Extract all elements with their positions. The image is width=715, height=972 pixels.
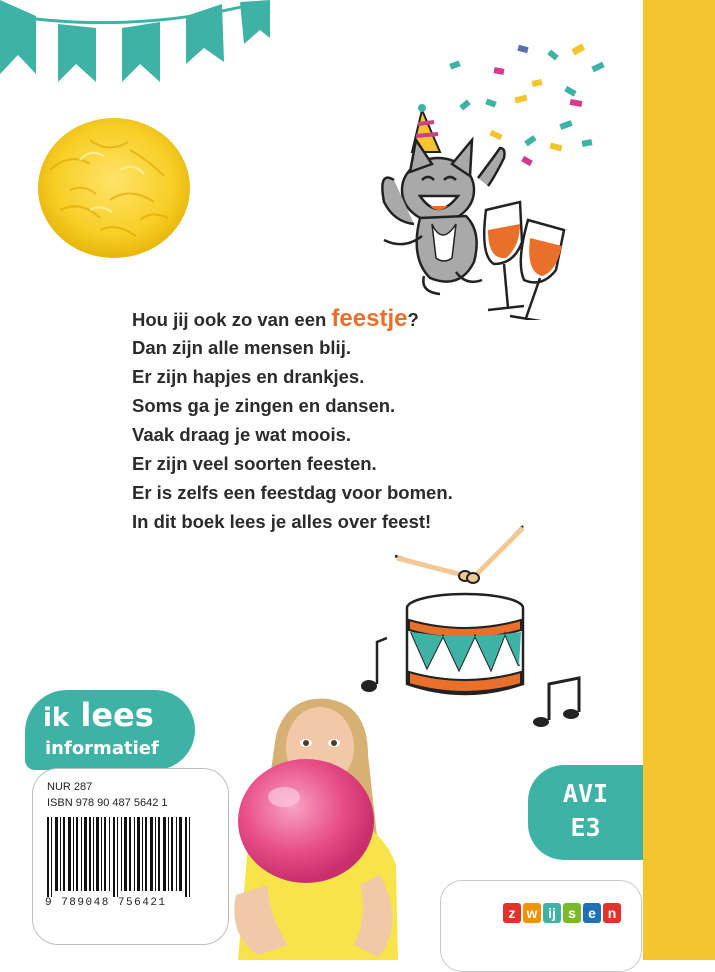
music-note-icon xyxy=(533,678,579,727)
series-logo-ik: ik xyxy=(43,703,70,733)
story-line-1-end: ? xyxy=(407,309,419,330)
avi-level-badge xyxy=(528,765,643,860)
publisher-logo-letter: z xyxy=(503,903,521,923)
yellow-side-strip xyxy=(643,0,715,960)
story-line: Er zijn hapjes en drankjes. xyxy=(132,366,365,387)
story-line xyxy=(132,304,602,333)
series-logo-badge xyxy=(25,690,195,770)
publisher-logo-letter: w xyxy=(523,903,541,923)
nur-code: NUR 287 xyxy=(47,781,93,793)
story-line: Dan zijn alle mensen blij. xyxy=(132,337,351,358)
avi-label: AVI xyxy=(562,779,609,808)
avi-level: E3 xyxy=(570,813,601,842)
party-cat-illustration xyxy=(360,40,620,320)
girl-with-balloon-photo xyxy=(228,695,408,960)
music-note-icon xyxy=(361,638,387,692)
story-line: Soms ga je zingen en dansen. xyxy=(132,395,396,416)
publisher-panel xyxy=(440,880,642,972)
bunting-flags-icon xyxy=(0,0,270,90)
story-line-1-start: Hou jij ook zo van een xyxy=(132,309,332,330)
story-line: Vaak draag je wat moois. xyxy=(132,424,352,445)
paper-pompom-icon xyxy=(30,110,195,265)
publisher-logo-letter: ij xyxy=(543,903,561,923)
story-line: Er is zelfs een feestdag voor bomen. xyxy=(132,482,453,503)
isbn-number: ISBN 978 90 487 5642 1 xyxy=(47,797,168,809)
series-logo-lees: lees xyxy=(80,696,154,734)
story-text xyxy=(132,304,602,536)
publisher-logo-letter: e xyxy=(583,903,601,923)
publisher-logo xyxy=(503,903,621,923)
publisher-logo-letter: s xyxy=(563,903,581,923)
barcode-icon xyxy=(47,817,197,897)
series-logo-informatief: informatief xyxy=(45,738,159,759)
barcode-digits: 9 789048 756421 xyxy=(45,897,167,909)
story-line: Er zijn veel soorten feesten. xyxy=(132,453,377,474)
barcode-panel xyxy=(32,768,229,945)
story-line: In dit boek lees je alles over feest! xyxy=(132,511,432,532)
keyword-feestje: feestje xyxy=(331,305,408,332)
publisher-logo-letter: n xyxy=(603,903,621,923)
